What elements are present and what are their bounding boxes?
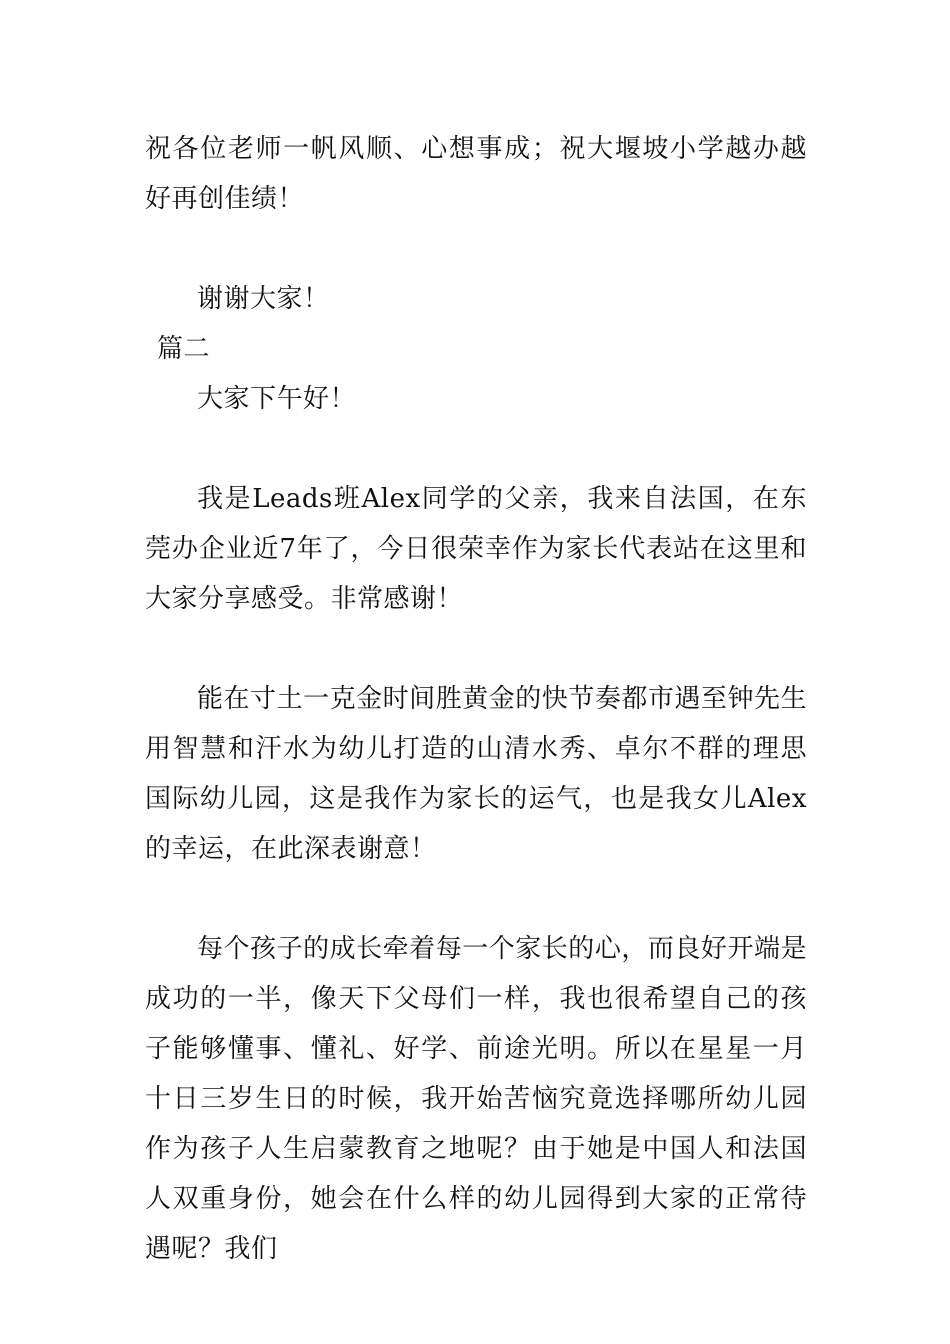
paragraph-spacer — [145, 624, 807, 674]
paragraph-thanks: 谢谢大家！ — [197, 284, 330, 314]
paragraph-spacer — [145, 424, 807, 474]
paragraph-closing-wish: 祝各位老师一帆风顺、心想事成；祝大堰坡小学越办越好再创佳绩！ — [145, 134, 807, 214]
paragraph-intro: 我是Leads班Alex同学的父亲，我来自法国，在东莞办企业近7年了，今日很荣幸作为家长代表站在这里和大家分享感受。非常感谢！ — [145, 484, 807, 614]
document-body — [145, 124, 807, 1274]
paragraph-growth: 每个孩子的成长牵着每一个家长的心，而良好开端是成功的一半，像天下父母们一样，我也很希望自己的孩子能够懂事、懂礼、好学、前途光明。所以在星星一月十日三岁生日的时候，我开始苦恼究竟选择哪所幼儿园作为孩子人生启蒙教育之地呢？由于她是中国人和法国人双重身份，她会在什么样的幼儿园得到大家的正常待遇呢？我们 — [145, 934, 807, 1264]
section-title: 篇二 — [157, 334, 211, 364]
paragraph-greeting: 大家下午好！ — [197, 384, 357, 414]
paragraph-spacer — [145, 874, 807, 924]
paragraph-spacer — [145, 224, 807, 274]
paragraph-gratitude: 能在寸土一克金时间胜黄金的快节奏都市遇至钟先生用智慧和汗水为幼儿打造的山清水秀、卓尔不群的理思国际幼儿园，这是我作为家长的运气，也是我女儿Alex的幸运，在此深表谢意！ — [145, 684, 807, 864]
